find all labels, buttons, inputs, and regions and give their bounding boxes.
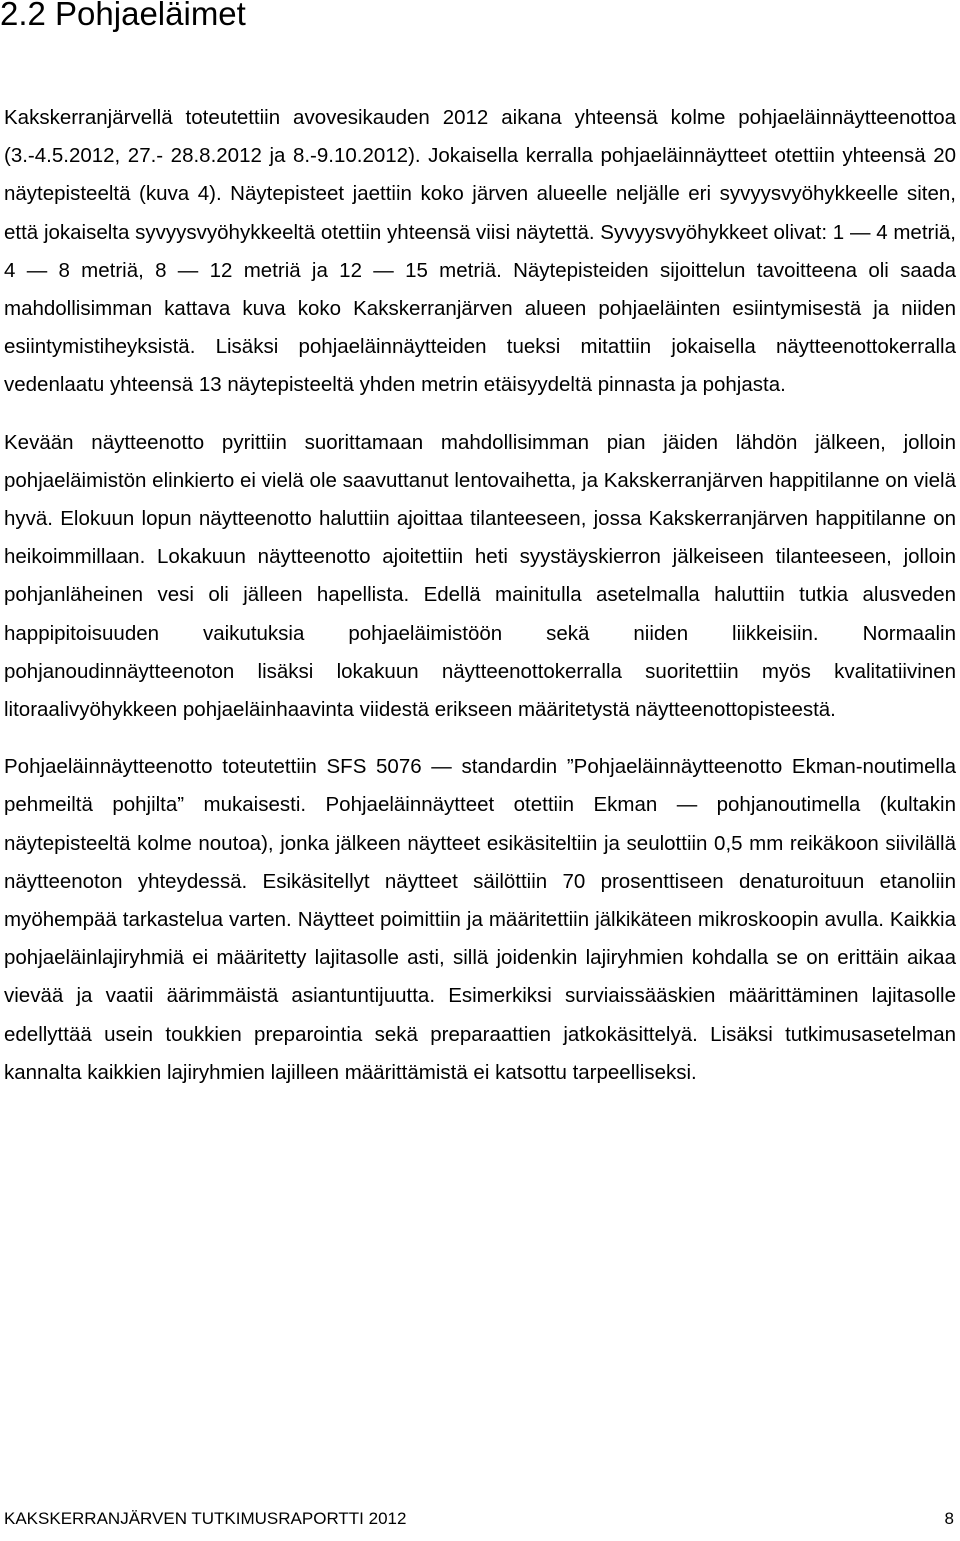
section-heading: 2.2 Pohjaeläimet — [0, 0, 246, 32]
paragraph-sampling-overview: Kakskerranjärvellä toteutettiin avovesikauden 2012 aikana yhteensä kolme pohjaeläinnäytteenottoa (3.-4.5.2012, 27.- 28.8.2012 ja 8.-9.10.2012). Jokaisella kerralla pohjaeläinnäytteet otettiin yhteensä 20 näytepisteeltä (kuva 4). Näytepisteet jaettiin koko järven alueelle neljälle eri syvyysvyöhykkeelle siten, että jokaiselta syvyysvyöhykkeeltä otettiin yhteensä viisi näytettä. Syvyysvyöhykkeet olivat: 1 — 4 metriä, 4 — 8 metriä, 8 — 12 metriä ja 12 — 15 metriä. Näytepisteiden sijoittelun tavoitteena oli saada mahdollisimman kattava kuva koko Kakskerranjärven alueen pohjaeläinten esiintymisestä ja niiden esiintymistiheyksistä. Lisäksi pohjaeläinnäytteiden tueksi mitattiin jokaisella näytteenottokerralla vedenlaatu yhteensä 13 näytepisteeltä yhden metrin etäisyydeltä pinnasta ja pohjasta. — [4, 106, 956, 397]
paragraph-sampling-timing: Kevään näytteenotto pyrittiin suorittamaan mahdollisimman pian jäiden lähdön jälkeen, jolloin pohjaeläimistön elinkierto ei vielä ole saavuttanut lentovaihetta, ja Kakskerranjärven happitilanne on vielä hyvä. Elokuun lopun näytteenotto haluttiin ajoittaa tilanteeseen, jossa Kakskerranjärven happitilanne on heikoimmillaan. Lokakuun näytteenotto ajoitettiin heti syystäyskierron jälkeiseen tilanteeseen, jolloin pohjanläheinen vesi oli jälleen hapellista. Edellä mainitulla asetelmalla haluttiin tutkia alusveden happipitoisuuden vaikutuksia pohjaeläimistöön sekä niiden liikkeisiin. Normaalin pohjanoudinnäytteenoton lisäksi lokakuun näytteenottokerralla suoritettiin myös kvalitatiivinen litoraalivyöhykkeen pohjaeläinhaavinta viidestä erikseen määritetystä näytteenottopisteestä. — [4, 430, 956, 722]
footer-report-title: KAKSKERRANJÄRVEN TUTKIMUSRAPORTTI 2012 — [4, 1509, 407, 1528]
paragraph-sampling-method: Pohjaeläinnäytteenotto toteutettiin SFS 5076 — standardin ”Pohjaeläinnäytteenotto Ekman-noutimella pehmeiltä pohjilta” mukaisesti. Pohjaeläinnäytteet otettiin Ekman — pohjanoutimella (kultakin näytepisteeltä kolme noutoa), jonka jälkeen näytteet esikäsiteltiin ja seulottiin 0,5 mm reikäkoon siivilällä näytteenoton yhteydessä. Esikäsitellyt näytteet säilöttiin 70 prosenttiseen denaturoituun etanoliin myöhempää tarkastelua varten. Näytteet poimittiin ja määritettiin jälkikäteen mikroskoopin avulla. Kaikkia pohjaeläinlajiryhmiä ei määritetty lajitasolle asti, sillä joidenkin lajiryhmien kohdalla se on erittäin aikaa vievää ja vaatii äärimmäistä asiantuntijuutta. Esimerkiksi surviaissääskien määrittäminen lajitasolle edellyttää usein toukkien preparointia sekä preparaattien jatkokäsittelyä. Lisäksi tutkimusasetelman kannalta kaikkien lajiryhmien lajilleen määrittämistä ei katsottu tarpeelliseksi. — [4, 755, 956, 1084]
body-text — [4, 99, 956, 1092]
footer-page-number: 8 — [944, 1509, 954, 1528]
